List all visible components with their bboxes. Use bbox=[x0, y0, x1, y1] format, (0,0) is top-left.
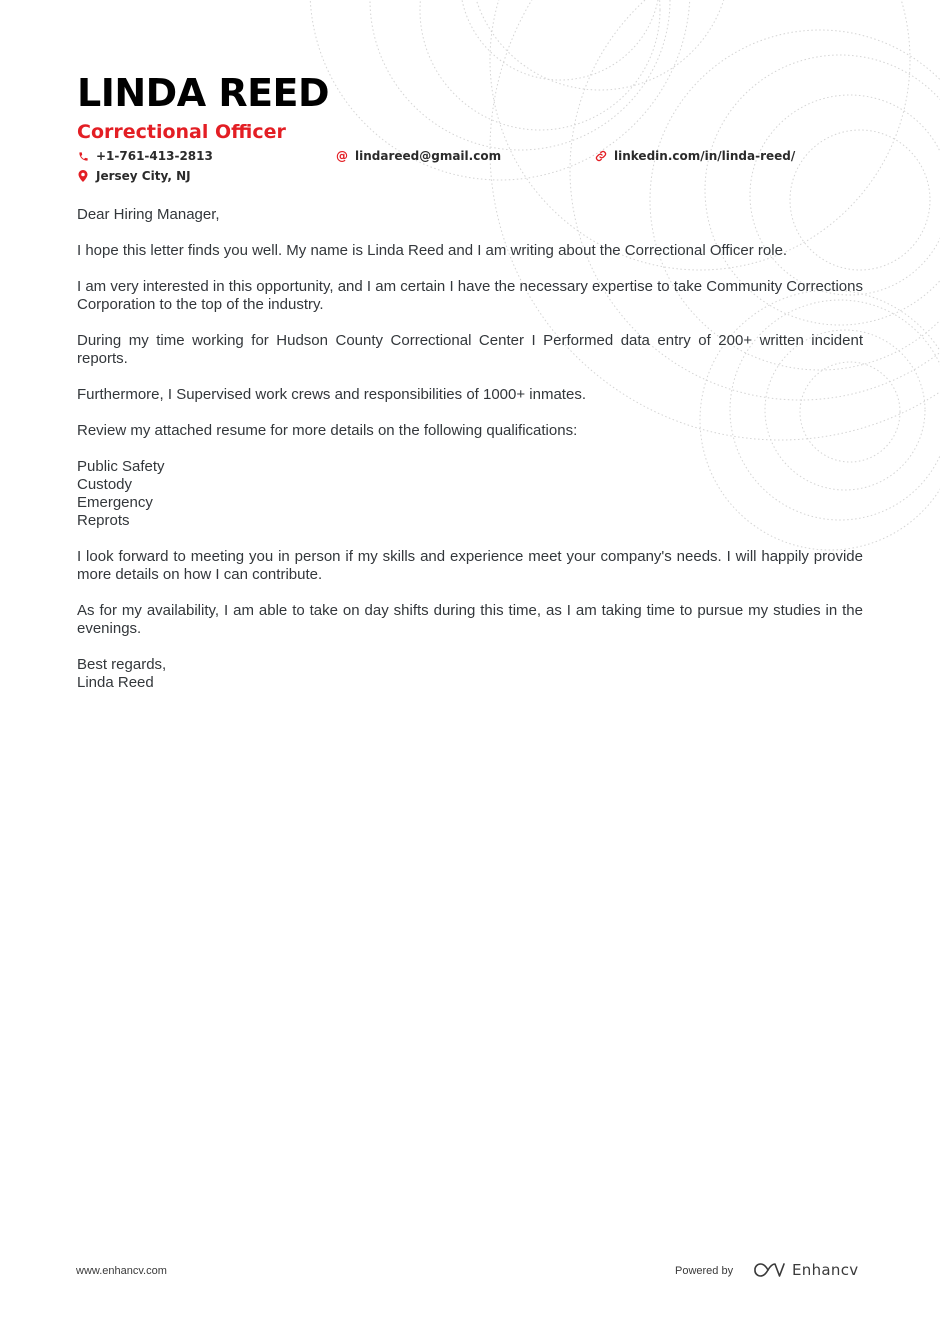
letter-paragraph: Furthermore, I Supervised work crews and responsibilities of 1000+ inmates. bbox=[77, 386, 586, 403]
letter-paragraph: Review my attached resume for more details on the following qualifications: bbox=[77, 422, 578, 439]
contact-location bbox=[77, 168, 191, 184]
qualification-item: Custody bbox=[77, 476, 133, 493]
powered-by-label: Powered by bbox=[675, 1265, 734, 1277]
phone-text: +1-761-413-2813 bbox=[96, 149, 213, 163]
qualification-item: Reprots bbox=[77, 512, 130, 529]
signature-block bbox=[77, 656, 863, 692]
qualification-item: Emergency bbox=[77, 494, 153, 511]
candidate-role: Correctional Officer bbox=[77, 121, 286, 143]
enhancv-logo-icon bbox=[754, 1261, 786, 1279]
enhancv-brand-link[interactable] bbox=[754, 1261, 858, 1279]
brand-name: Enhancv bbox=[792, 1261, 859, 1279]
link-icon bbox=[595, 150, 607, 162]
qualifications-list bbox=[77, 458, 863, 530]
letter-paragraph: I look forward to meeting you in person if my skills and experience meet your company's needs. I will happily provide more details on how I can contribute. bbox=[77, 548, 863, 583]
candidate-name: LINDA REED bbox=[77, 71, 330, 115]
at-icon: @ bbox=[336, 149, 348, 163]
qualification-item: Public Safety bbox=[77, 458, 165, 475]
letter-paragraph: I hope this letter finds you well. My name is Linda Reed and I am writing about the Correctional Officer role. bbox=[77, 242, 788, 259]
contact-linkedin[interactable] bbox=[595, 148, 795, 164]
map-pin-icon bbox=[77, 170, 89, 182]
letter-paragraph: I am very interested in this opportunity, and I am certain I have the necessary expertise to take Community Corrections Corporation to the top of the industry. bbox=[77, 278, 863, 313]
salutation: Dear Hiring Manager, bbox=[77, 206, 220, 223]
sign-off: Best regards, bbox=[77, 656, 167, 673]
footer-url-link[interactable]: www.enhancv.com bbox=[76, 1265, 167, 1277]
contact-phone[interactable] bbox=[77, 148, 213, 164]
phone-icon bbox=[77, 150, 89, 162]
location-text: Jersey City, NJ bbox=[96, 169, 191, 183]
signature-name: Linda Reed bbox=[77, 674, 154, 691]
linkedin-text: linkedin.com/in/linda-reed/ bbox=[614, 149, 796, 163]
letter-paragraph: As for my availability, I am able to take on day shifts during this time, as I am taking time to pursue my studies in the evenings. bbox=[77, 602, 863, 637]
contact-email[interactable] bbox=[336, 148, 501, 164]
letter-body bbox=[77, 206, 863, 692]
email-text: lindareed@gmail.com bbox=[355, 149, 502, 163]
letter-paragraph: During my time working for Hudson County Correctional Center I Performed data entry of 200+ written incident reports. bbox=[77, 332, 863, 367]
